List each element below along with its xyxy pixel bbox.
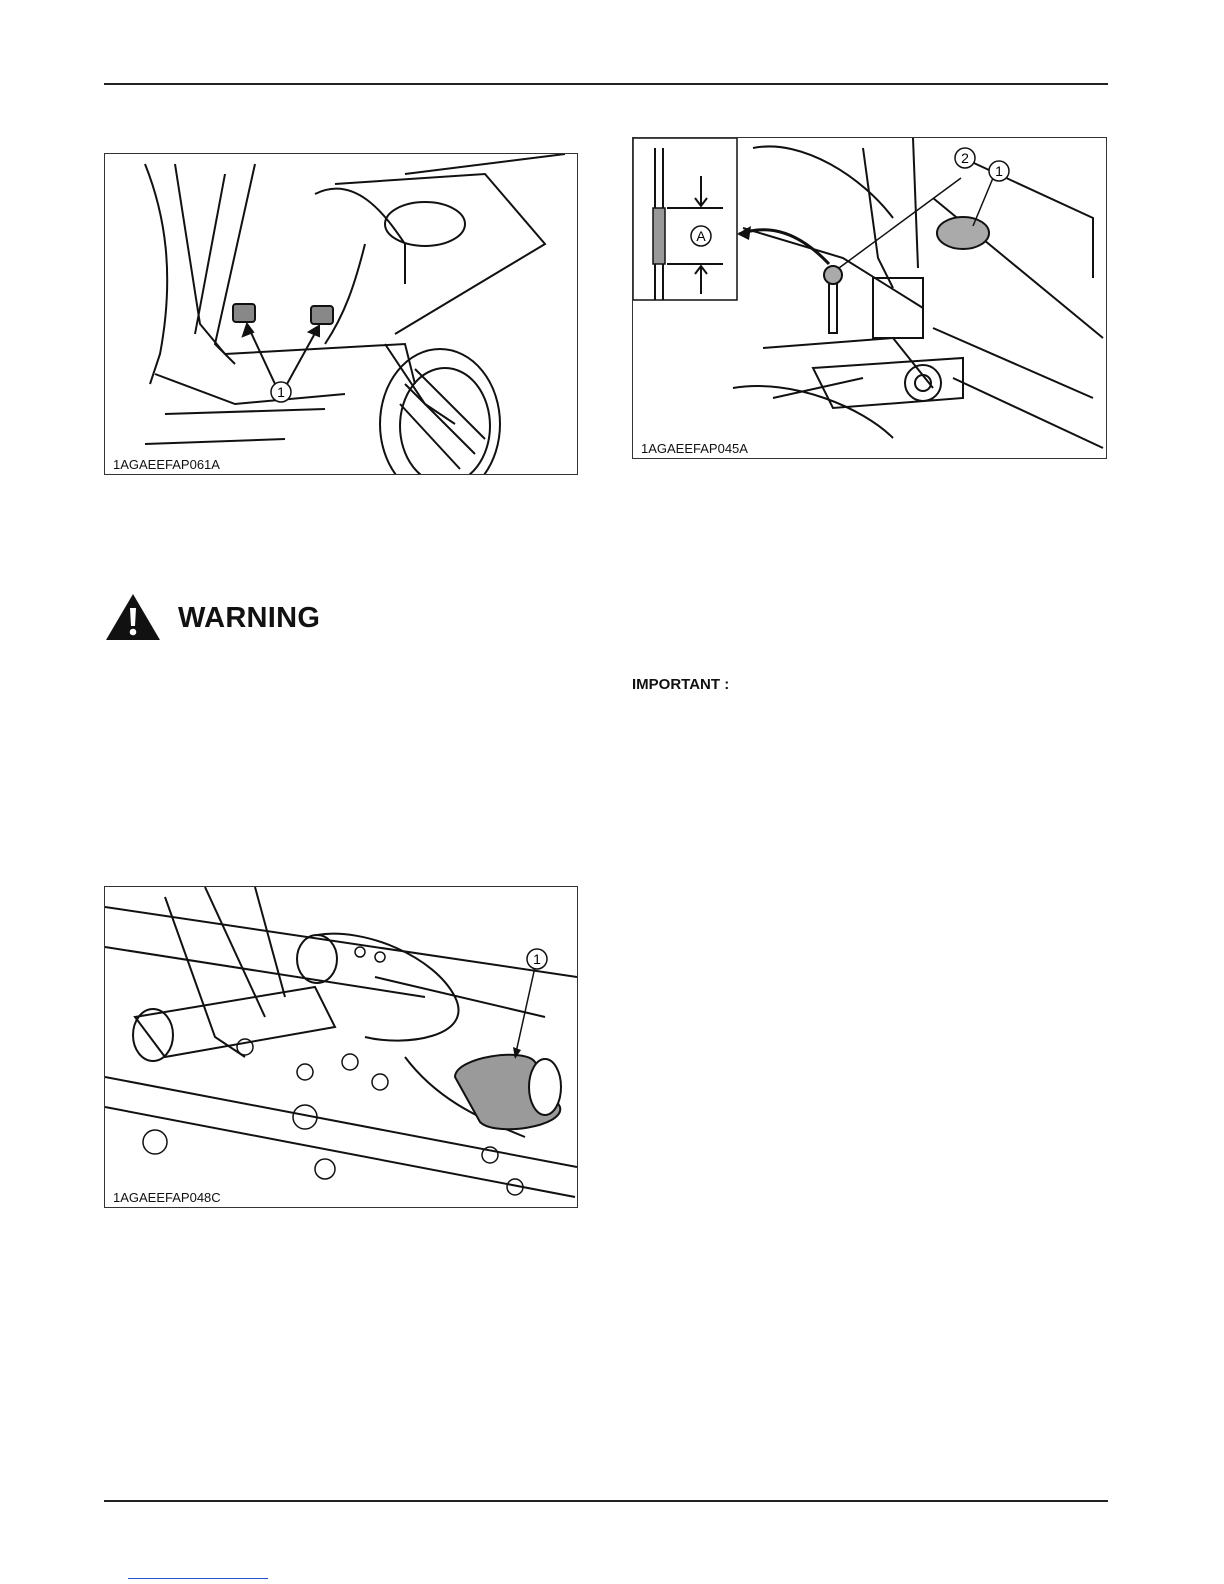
important-label: IMPORTANT : [632,676,730,693]
figure-oil-filter [104,886,578,1208]
figure-drain-plugs-drawing [105,154,577,474]
figure-dipstick-level [632,137,1107,459]
warning-label [104,592,364,644]
footer-link-underline[interactable] [128,1578,268,1579]
figure-code: 1AGAEEFAP048C [113,1190,221,1205]
figure-code: 1AGAEEFAP045A [641,441,748,456]
callout-label: 1 [277,384,285,400]
callout-label: 2 [961,150,969,166]
footer-rule [104,1500,1108,1502]
callout-label: A [696,228,706,244]
callout-label: 1 [533,951,541,967]
figure-code: 1AGAEEFAP061A [113,457,220,472]
figure-oil-filter-drawing [105,887,577,1207]
figure-drain-plugs [104,153,578,475]
figure-dipstick-level-drawing [633,138,1106,458]
warning-triangle-icon [104,592,162,642]
header-rule [104,83,1108,85]
warning-text: WARNING [178,602,321,634]
callout-label: 1 [995,163,1003,179]
